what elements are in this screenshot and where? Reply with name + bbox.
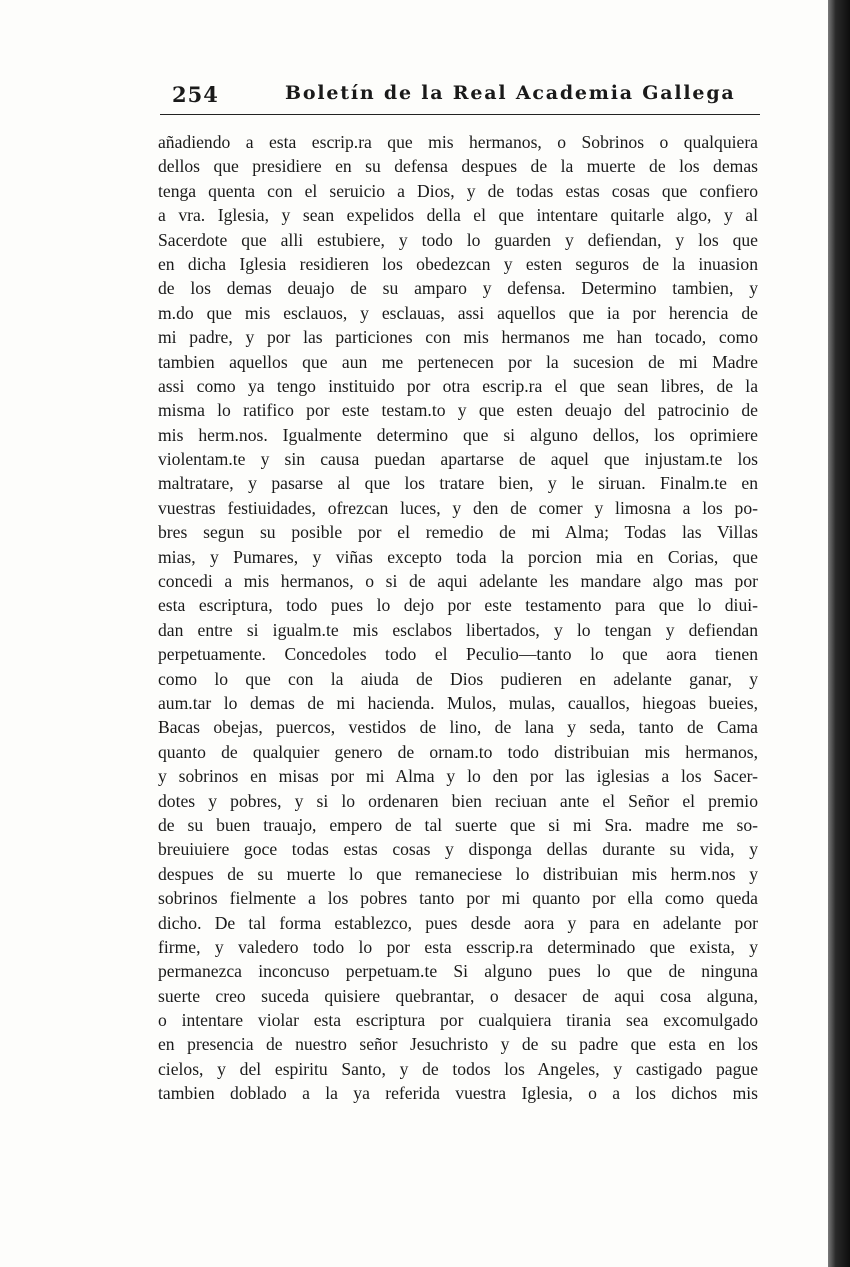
text-line: a vra. Iglesia, y sean expelidos della el que intentare quitarle algo, y al	[158, 205, 758, 226]
text-line: tenga quenta con el seruicio a Dios, y de todas estas cosas que confiero	[158, 180, 758, 201]
text-line: firme, y valedero todo lo por esta esscrip.ra determinado que exista, y	[158, 936, 758, 957]
text-line: o intentare violar esta escriptura por cualquiera tirania sea excomulgado	[158, 1010, 758, 1031]
text-line: despues de su muerte lo que remaneciese lo distribuian mis herm.nos y	[158, 863, 758, 884]
page-header	[160, 82, 760, 115]
text-line: aum.tar lo demas de mi hacienda. Mulos, mulas, cauallos, hiegoas bueies,	[158, 692, 758, 713]
text-line: dellos que presidiere en su defensa despues de la muerte de los demas	[158, 156, 758, 177]
running-title: Boletín de la Real Academia Gallega	[285, 82, 736, 104]
text-line: sobrinos fielmente a los pobres tanto por mi quanto por ella como queda	[158, 888, 758, 909]
text-line: maltratare, y pasarse al que los tratare bien, y le siruan. Finalm.te en	[158, 473, 758, 494]
text-line: dan entre si igualm.te mis esclabos libertados, y lo tengan y defiendan	[158, 619, 758, 640]
text-line: vuestras festiuidades, ofrezcan luces, y den de comer y limosna a los po-	[158, 497, 758, 518]
text-line: esta escriptura, todo pues lo dejo por este testamento para que lo diui-	[158, 595, 758, 616]
text-line: añadiendo a esta escrip.ra que mis hermanos, o Sobrinos o qualquiera	[158, 132, 758, 152]
text-line: misma lo ratifico por este testam.to y que esten deuajo del patrocinio de	[158, 400, 758, 421]
text-line: como lo que con la aiuda de Dios pudieren en adelante ganar, y	[158, 668, 758, 689]
text-line: Sacerdote que alli estubiere, y todo lo guarden y defiendan, y los que	[158, 229, 758, 250]
text-line: en dicha Iglesia residieren los obedezcan y esten seguros de la inuasion	[158, 253, 758, 274]
text-line: permanezca inconcuso perpetuam.te Si alguno pues lo que de ninguna	[158, 961, 758, 982]
text-line: de su buen trauajo, empero de tal suerte que si mi Sra. madre me so-	[158, 814, 758, 835]
text-line: tambien aquellos que aun me pertenecen por la sucesion de mi Madre	[158, 351, 758, 372]
page-edge-shadow	[828, 0, 850, 1267]
text-line: bres segun su posible por el remedio de mi Alma; Todas las Villas	[158, 522, 758, 543]
text-line: violentam.te y sin causa puedan apartarse de aquel que injustam.te los	[158, 449, 758, 470]
text-line: en presencia de nuestro señor Jesuchristo y de su padre que esta en los	[158, 1034, 758, 1055]
text-line: Bacas obejas, puercos, vestidos de lino, de lana y seda, tanto de Cama	[158, 717, 758, 738]
text-line: de los demas deuajo de su amparo y defensa. Determino tambien, y	[158, 278, 758, 299]
text-line: assi como ya tengo instituido por otra escrip.ra el que sean libres, de la	[158, 375, 758, 396]
page-number: 254	[172, 82, 219, 107]
text-line: tambien doblado a la ya referida vuestra Iglesia, o a los dichos mis	[158, 1083, 758, 1104]
text-line: concedi a mis hermanos, o si de aqui adelante les mandare algo mas por	[158, 571, 758, 592]
text-line: m.do que mis esclauos, y esclauas, assi aquellos que ia por herencia de	[158, 302, 758, 323]
text-line: breuiuiere goce todas estas cosas y disponga dellas durante su vida, y	[158, 839, 758, 860]
text-line: perpetuamente. Concedoles todo el Peculio—tanto lo que aora tienen	[158, 644, 758, 665]
body-text	[158, 130, 758, 1106]
text-line: suerte creo suceda quisiere quebrantar, o desacer de aqui cosa alguna,	[158, 985, 758, 1006]
text-line: y sobrinos en misas por mi Alma y lo den por las iglesias a los Sacer-	[158, 766, 758, 787]
text-line: dicho. De tal forma establezco, pues desde aora y para en adelante por	[158, 912, 758, 933]
text-line: dotes y pobres, y si lo ordenaren bien reciuan ante el Señor el premio	[158, 790, 758, 811]
text-line: mis herm.nos. Igualmente determino que si alguno dellos, los oprimiere	[158, 424, 758, 445]
text-line: mi padre, y por las particiones con mis hermanos me han tocado, como	[158, 327, 758, 348]
text-line: cielos, y del espiritu Santo, y de todos los Angeles, y castigado pague	[158, 1058, 758, 1079]
text-line: quanto de qualquier genero de ornam.to todo distribuian mis hermanos,	[158, 741, 758, 762]
text-line: mias, y Pumares, y viñas excepto toda la porcion mia en Corias, que	[158, 546, 758, 567]
